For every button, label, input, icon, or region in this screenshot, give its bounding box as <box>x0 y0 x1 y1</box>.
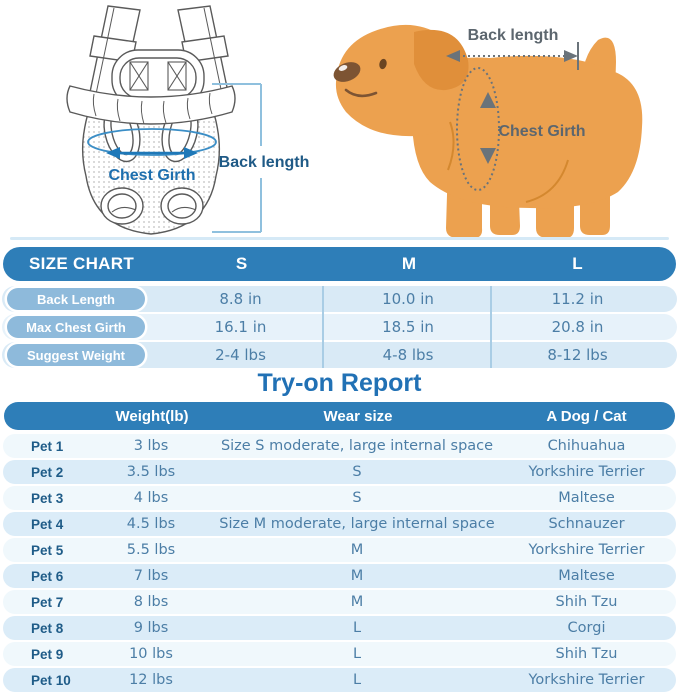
pet-wear-size: M <box>350 542 364 558</box>
pet-weight: 8 lbs <box>133 594 169 610</box>
table-row <box>3 642 676 666</box>
table-row <box>3 668 676 692</box>
tryon-title: Try-on Report <box>257 369 422 397</box>
pet-weight: 3 lbs <box>133 438 169 454</box>
size-value: 8-12 lbs <box>547 346 608 364</box>
pet-wear-size: Size M moderate, large internal space <box>219 516 495 532</box>
carrier-illustration <box>52 0 324 238</box>
pet-label: Pet 5 <box>31 542 64 558</box>
pet-breed: Chihuahua <box>547 438 626 454</box>
pet-breed: Shih Tzu <box>555 646 618 662</box>
pet-wear-size: M <box>350 568 364 584</box>
size-value: 4-8 lbs <box>382 346 434 364</box>
tryon-header <box>4 402 675 430</box>
size-chart-rows <box>0 286 679 368</box>
pet-wear-size: L <box>352 620 362 636</box>
column-header-l: L <box>572 254 583 273</box>
row-label-pill: Back Length <box>7 288 145 310</box>
table-row <box>3 616 676 640</box>
pet-weight: 5.5 lbs <box>126 542 176 558</box>
pet-label: Pet 7 <box>31 594 64 610</box>
pet-weight: 4 lbs <box>133 490 169 506</box>
table-row <box>2 286 677 312</box>
table-row <box>3 564 676 588</box>
size-chart-header <box>3 247 676 281</box>
pet-label: Pet 4 <box>31 516 64 532</box>
size-chart-table <box>0 247 679 370</box>
dog-illustration <box>330 2 679 240</box>
pet-wear-size: Size S moderate, large internal space <box>220 438 494 454</box>
pet-breed: Corgi <box>567 620 606 636</box>
table-row <box>3 590 676 614</box>
size-value: 10.0 in <box>382 290 434 308</box>
size-chart-title: SIZE CHART <box>29 254 134 273</box>
carrier-chest-girth-label: Chest Girth <box>108 167 196 184</box>
tryon-table <box>0 402 679 694</box>
table-row <box>3 434 676 458</box>
row-label-pill: Max Chest Girth <box>7 316 145 338</box>
pet-breed: Yorkshire Terrier <box>528 672 645 688</box>
pet-label: Pet 6 <box>31 568 64 584</box>
pet-weight: 12 lbs <box>129 672 173 688</box>
pet-label: Pet 1 <box>31 438 64 454</box>
pet-weight: 9 lbs <box>133 620 169 636</box>
size-value: 2-4 lbs <box>215 346 266 364</box>
row-label-pill: Suggest Weight <box>7 344 145 366</box>
pet-weight: 4.5 lbs <box>126 516 176 532</box>
pet-weight: 3.5 lbs <box>126 464 176 480</box>
column-divider <box>490 286 492 368</box>
pet-breed: Maltese <box>558 490 615 506</box>
dog-back-length-label: Back length <box>467 27 559 44</box>
column-header-s: S <box>235 254 248 273</box>
size-value: 11.2 in <box>551 290 604 308</box>
column-divider <box>322 286 324 368</box>
size-value: 8.8 in <box>219 290 262 308</box>
table-row <box>3 538 676 562</box>
pet-wear-size: L <box>352 646 362 662</box>
pet-breed: Yorkshire Terrier <box>528 542 645 558</box>
table-row <box>3 486 676 510</box>
column-header-weight: Weight(lb) <box>115 407 189 425</box>
pet-label: Pet 10 <box>31 672 71 688</box>
pet-breed: Maltese <box>558 568 615 584</box>
pet-label: Pet 2 <box>31 464 64 480</box>
pet-weight: 7 lbs <box>133 568 169 584</box>
pet-label: Pet 9 <box>31 646 64 662</box>
table-row <box>3 460 676 484</box>
pet-label: Pet 8 <box>31 620 64 636</box>
pet-weight: 10 lbs <box>129 646 173 662</box>
pet-wear-size: M <box>350 594 364 610</box>
size-value: 16.1 in <box>214 318 267 336</box>
carrier-back-length-label: Back length <box>218 154 310 171</box>
column-header-dog-cat: A Dog / Cat <box>546 407 627 425</box>
table-row <box>3 512 676 536</box>
pet-wear-size: S <box>352 464 362 480</box>
pet-label: Pet 3 <box>31 490 64 506</box>
dog-chest-girth-label: Chest Girth <box>498 123 586 140</box>
table-row <box>2 342 677 368</box>
size-value: 18.5 in <box>382 318 434 336</box>
pet-wear-size: L <box>352 672 362 688</box>
table-row <box>2 314 677 340</box>
pet-breed: Shih Tzu <box>555 594 618 610</box>
size-value: 20.8 in <box>551 318 604 336</box>
pet-breed: Yorkshire Terrier <box>528 464 645 480</box>
column-header-wear-size: Wear size <box>323 407 393 425</box>
pet-breed: Schnauzer <box>548 516 625 532</box>
column-header-m: M <box>401 254 417 273</box>
section-divider <box>10 237 669 240</box>
pet-wear-size: S <box>352 490 362 506</box>
